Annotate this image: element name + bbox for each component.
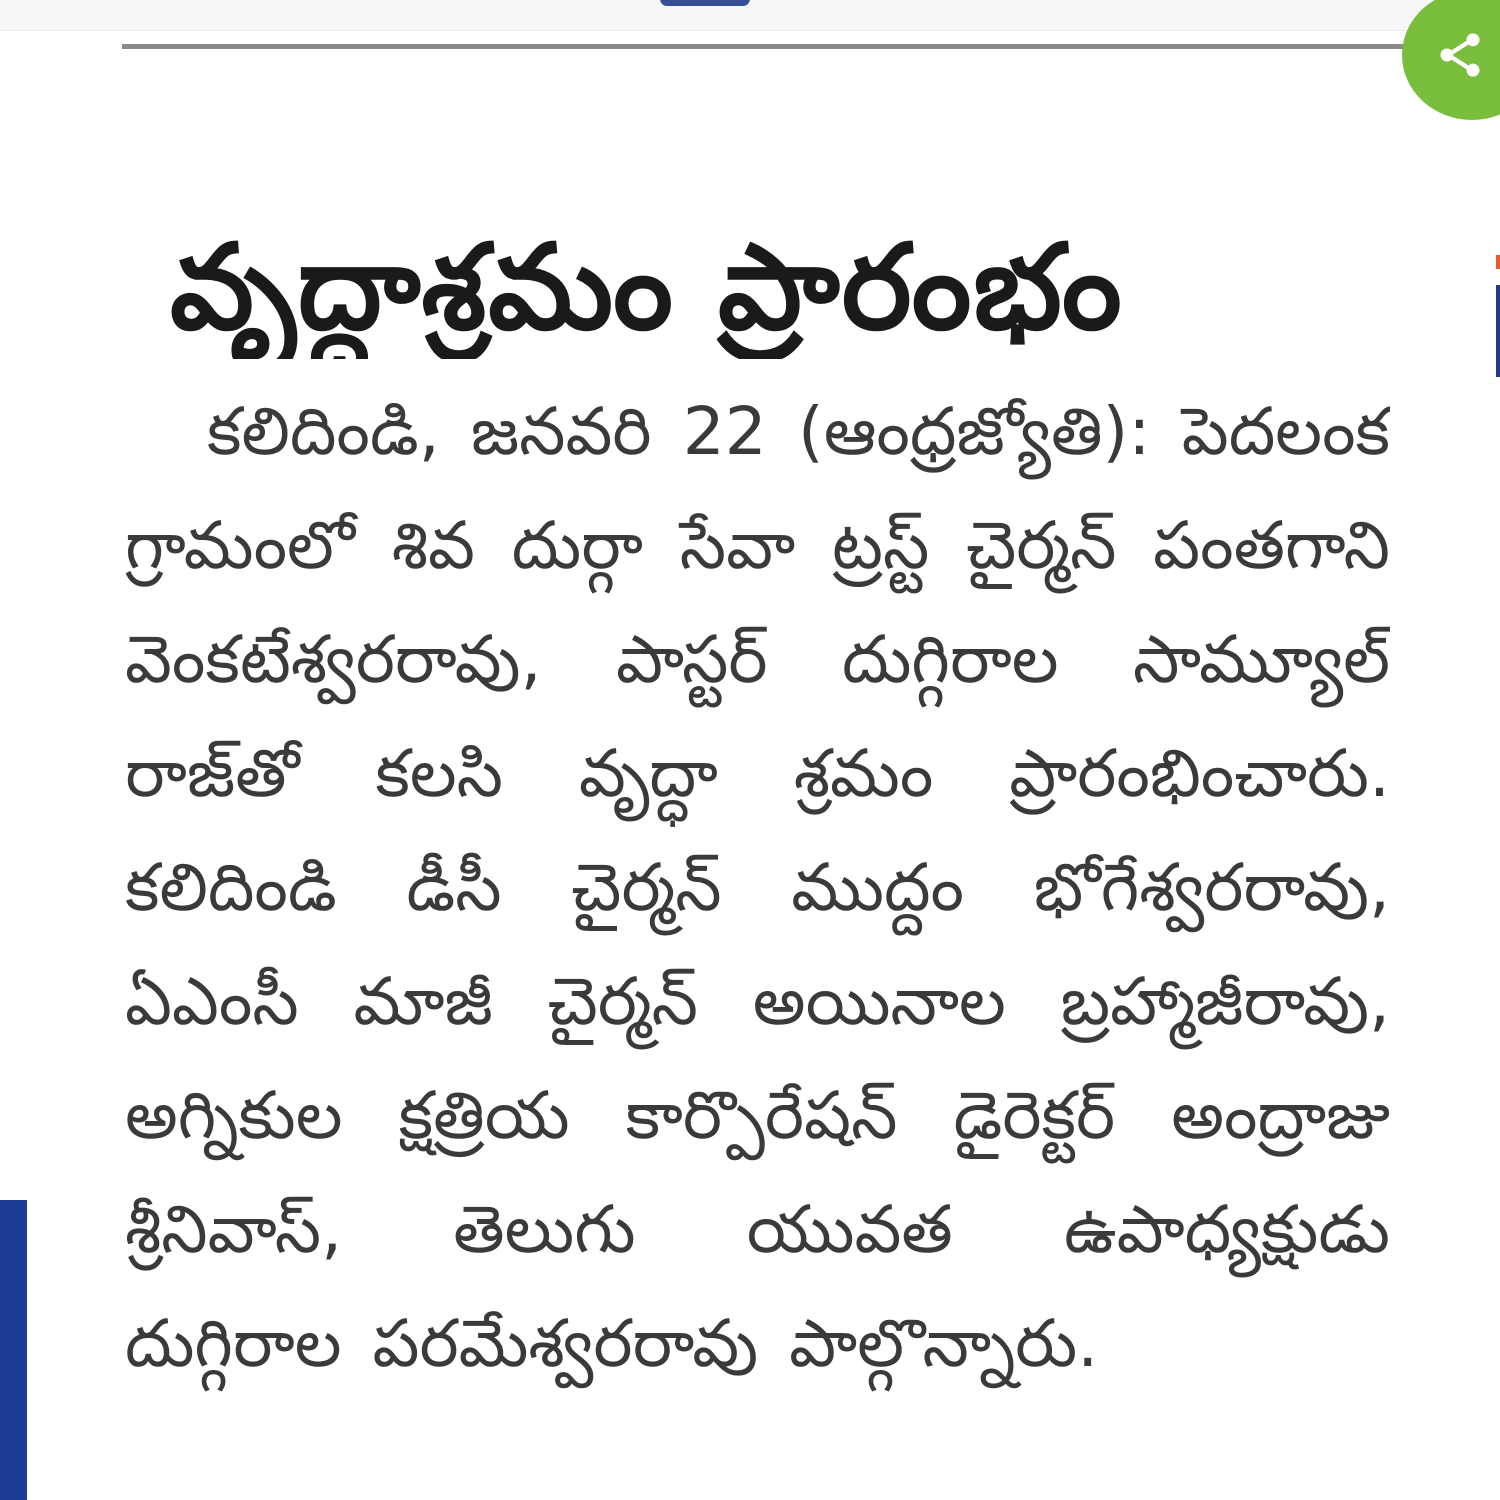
article-dateline: కలిదిండి, జనవరి 22 (ఆంధ్రజ్యోతి): xyxy=(207,393,1151,470)
section-divider xyxy=(122,44,1412,49)
share-button[interactable] xyxy=(1402,0,1500,120)
article-headline: వృద్ధాశ్రమం ప్రారంభం xyxy=(170,218,1124,357)
article-text: పెదలంక గ్రామంలో శివ దుర్గా సేవా ట్రస్ట్ చైర్మన్ పంతగాని వెంకటేశ్వరరావు, పాస్టర్ దుగ్గిరాల సామ్యూల్ రాజ్‌తో కలసి వృద్ధా శ్రమం ప్రారంభించారు. కలిదిండి డీసీ చైర్మన్ ముద్దం భోగేశ్వరరావు, ఏఎంసీ మాజీ చైర్మన్ అయినాల బ్రహ్మాజీరావు, అగ్నికుల క్షత్రియ కార్పొరేషన్ డైరెక్టర్ అంద్రాజు శ్రీనివాస్, తెలుగు యువత ఉపాధ్యక్షుడు దుగ్గిరాల పరమేశ్వరరావు పాల్గొన్నారు. xyxy=(125,393,1390,1382)
article-body xyxy=(125,375,1390,1401)
left-edge-panel xyxy=(0,1200,27,1500)
share-icon xyxy=(1434,29,1486,81)
top-bar xyxy=(0,0,1500,31)
edge-accent-bar xyxy=(1496,285,1500,377)
top-bar-logo-fragment xyxy=(660,0,750,6)
edge-accent-dot xyxy=(1496,255,1500,269)
